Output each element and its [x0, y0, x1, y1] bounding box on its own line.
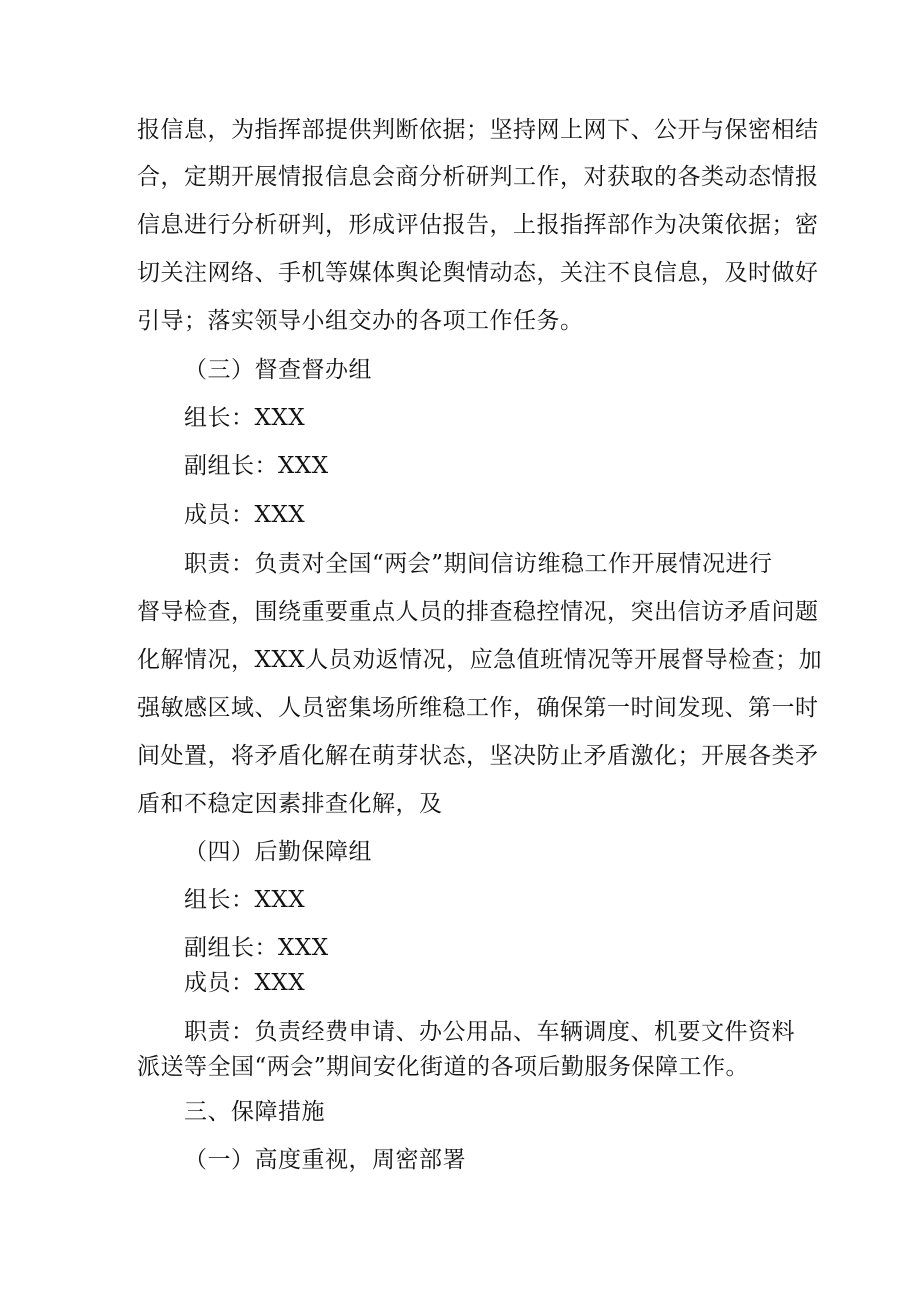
body-text-line: 引导；落实领导小组交办的各项工作任务。 — [137, 308, 584, 334]
group-leader-line: 组长：XXX — [184, 887, 306, 913]
body-text-line: 合，定期开展情报信息会商分析研判工作，对获取的各类动态情报 — [137, 164, 819, 190]
body-text-line: 切关注网络、手机等媒体舆论舆情动态，关注不良信息，及时做好 — [137, 260, 819, 286]
group-leader-line: 组长：XXX — [184, 405, 306, 431]
body-text-line: 盾和不稳定因素排查化解，及 — [137, 791, 443, 817]
body-text-line: 信息进行分析研判，形成评估报告，上报指挥部作为决策依据；密 — [137, 212, 819, 238]
body-text-line: 强敏感区域、人员密集场所维稳工作，确保第一时间发现、第一时 — [137, 695, 819, 721]
body-text-line: 化解情况，XXX人员劝返情况，应急值班情况等开展督导检查；加 — [137, 647, 823, 673]
body-text-line: 间处置，将矛盾化解在萌芽状态，坚决防止矛盾激化；开展各类矛 — [137, 743, 819, 769]
body-text-line: 督导检查，围绕重要重点人员的排查稳控情况，突出信访矛盾问题 — [137, 599, 819, 625]
deputy-leader-line: 副组长：XXX — [184, 935, 329, 961]
members-line: 成员：XXX — [184, 502, 306, 528]
duties-line: 职责：负责经费申请、办公用品、车辆调度、机要文件资料 — [184, 1019, 795, 1045]
duties-line: 职责：负责对全国“两会”期间信访维稳工作开展情况进行 — [184, 551, 773, 577]
chapter-heading-safeguards: 三、保障措施 — [184, 1099, 325, 1125]
subsection-heading: （一）高度重视，周密部署 — [184, 1147, 466, 1173]
deputy-leader-line: 副组长：XXX — [184, 453, 329, 479]
body-text-line: 报信息，为指挥部提供判断依据；坚持网上网下、公开与保密相结 — [137, 117, 819, 143]
section-heading-logistics: （四）后勤保障组 — [184, 839, 372, 865]
body-text-line: 派送等全国“两会”期间安化街道的各项后勤服务保障工作。 — [137, 1054, 750, 1080]
members-line: 成员：XXX — [184, 970, 306, 996]
section-heading-supervision: （三）督查督办组 — [184, 357, 372, 383]
